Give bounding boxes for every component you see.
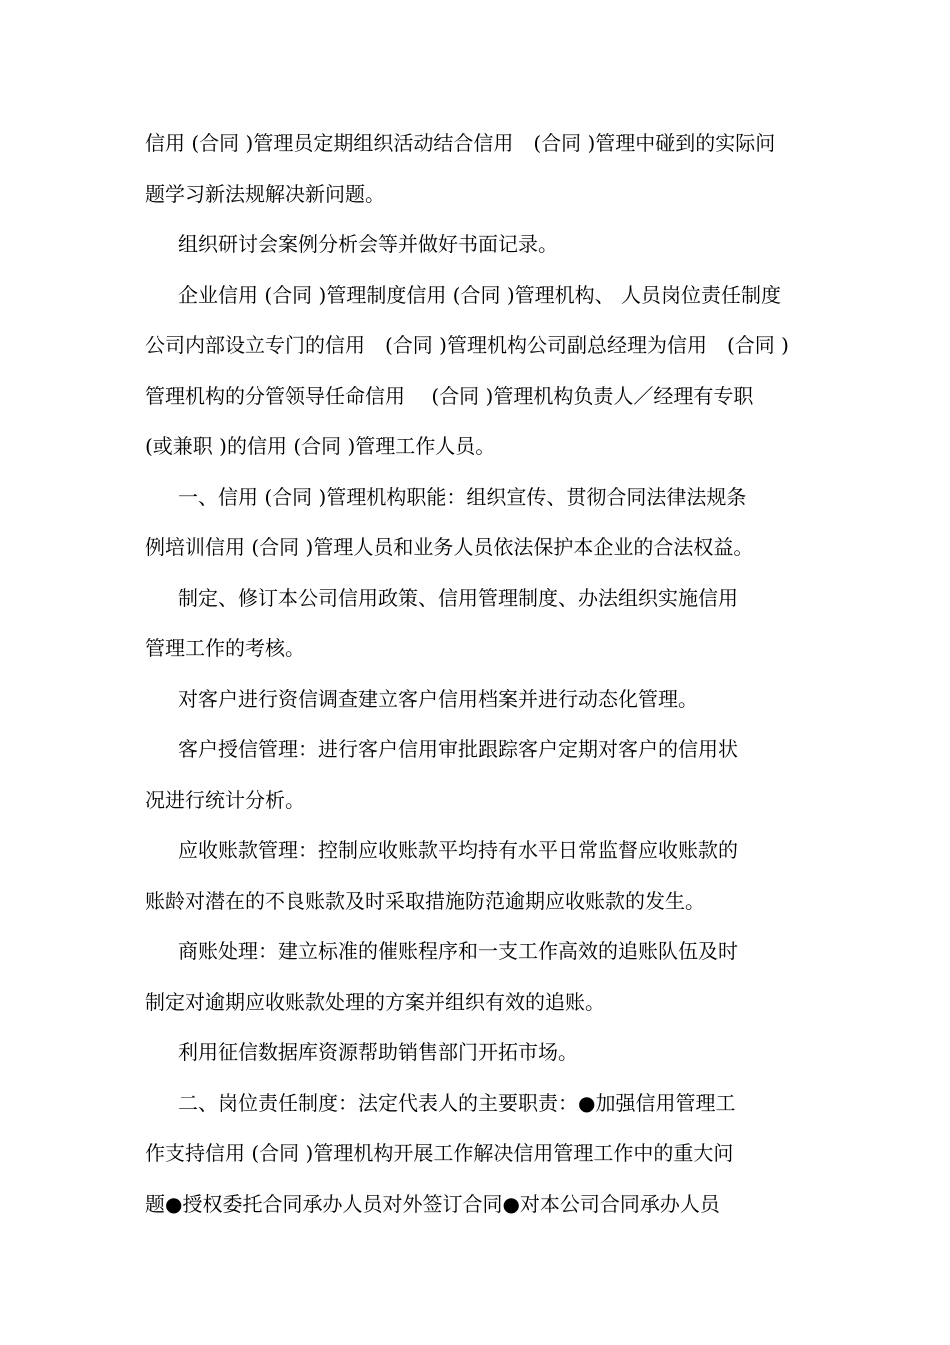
text-line: 信用 (合同 )管理员定期组织活动结合信用 (合同 )管理中碰到的实际问 bbox=[145, 131, 776, 155]
text-line: 应收账款管理：控制应收账款平均持有水平日常监督应收账款的 bbox=[178, 838, 738, 862]
text-line: 企业信用 (合同 )管理制度信用 (合同 )管理机构、 人员岗位责任制度 bbox=[178, 282, 781, 307]
text-line: 题●授权委托合同承办人员对外签订合同●对本公司合同承办人员 bbox=[145, 1191, 720, 1216]
text-line: 商账处理：建立标准的催账程序和一支工作高效的追账队伍及时 bbox=[178, 939, 738, 963]
text-line: 组织研讨会案例分析会等并做好书面记录。 bbox=[178, 232, 558, 256]
text-line: 利用征信数据库资源帮助销售部门开拓市场。 bbox=[178, 1040, 578, 1064]
text-line: 账龄对潜在的不良账款及时采取措施防范逾期应收账款的发生。 bbox=[145, 888, 705, 913]
text-line: 例培训信用 (合同 )管理人员和业务人员依法保护本企业的合法权益。 bbox=[145, 535, 754, 559]
text-line: (或兼职 )的信用 (合同 )管理工作人员。 bbox=[145, 434, 496, 458]
text-line: 对客户进行资信调查建立客户信用档案并进行动态化管理。 bbox=[178, 686, 698, 711]
text-line: 管理工作的考核。 bbox=[145, 636, 305, 660]
text-line: 作支持信用 (合同 )管理机构开展工作解决信用管理工作中的重大问 bbox=[145, 1141, 734, 1165]
text-line: 管理机构的分管领导任命信用 (合同 )管理机构负责人／经理有专职 bbox=[145, 383, 754, 408]
text-line: 题学习新法规解决新问题。 bbox=[145, 181, 385, 206]
text-line: 公司内部设立专门的信用 (合同 )管理机构公司副总经理为信用 (合同 ) bbox=[145, 333, 789, 357]
text-line: 一、信用 (合同 )管理机构职能：组织宣传、贯彻合同法律法规条 bbox=[178, 484, 747, 509]
text-line: 制定对逾期应收账款处理的方案并组织有效的追账。 bbox=[145, 989, 605, 1014]
text-line: 二、岗位责任制度：法定代表人的主要职责：●加强信用管理工 bbox=[178, 1090, 736, 1115]
text-line: 况进行统计分析。 bbox=[145, 787, 305, 812]
text-line: 客户授信管理：进行客户信用审批跟踪客户定期对客户的信用状 bbox=[178, 737, 738, 761]
text-line: 制定、修订本公司信用政策、信用管理制度、办法组织实施信用 bbox=[178, 585, 738, 610]
document-body bbox=[145, 118, 820, 1229]
